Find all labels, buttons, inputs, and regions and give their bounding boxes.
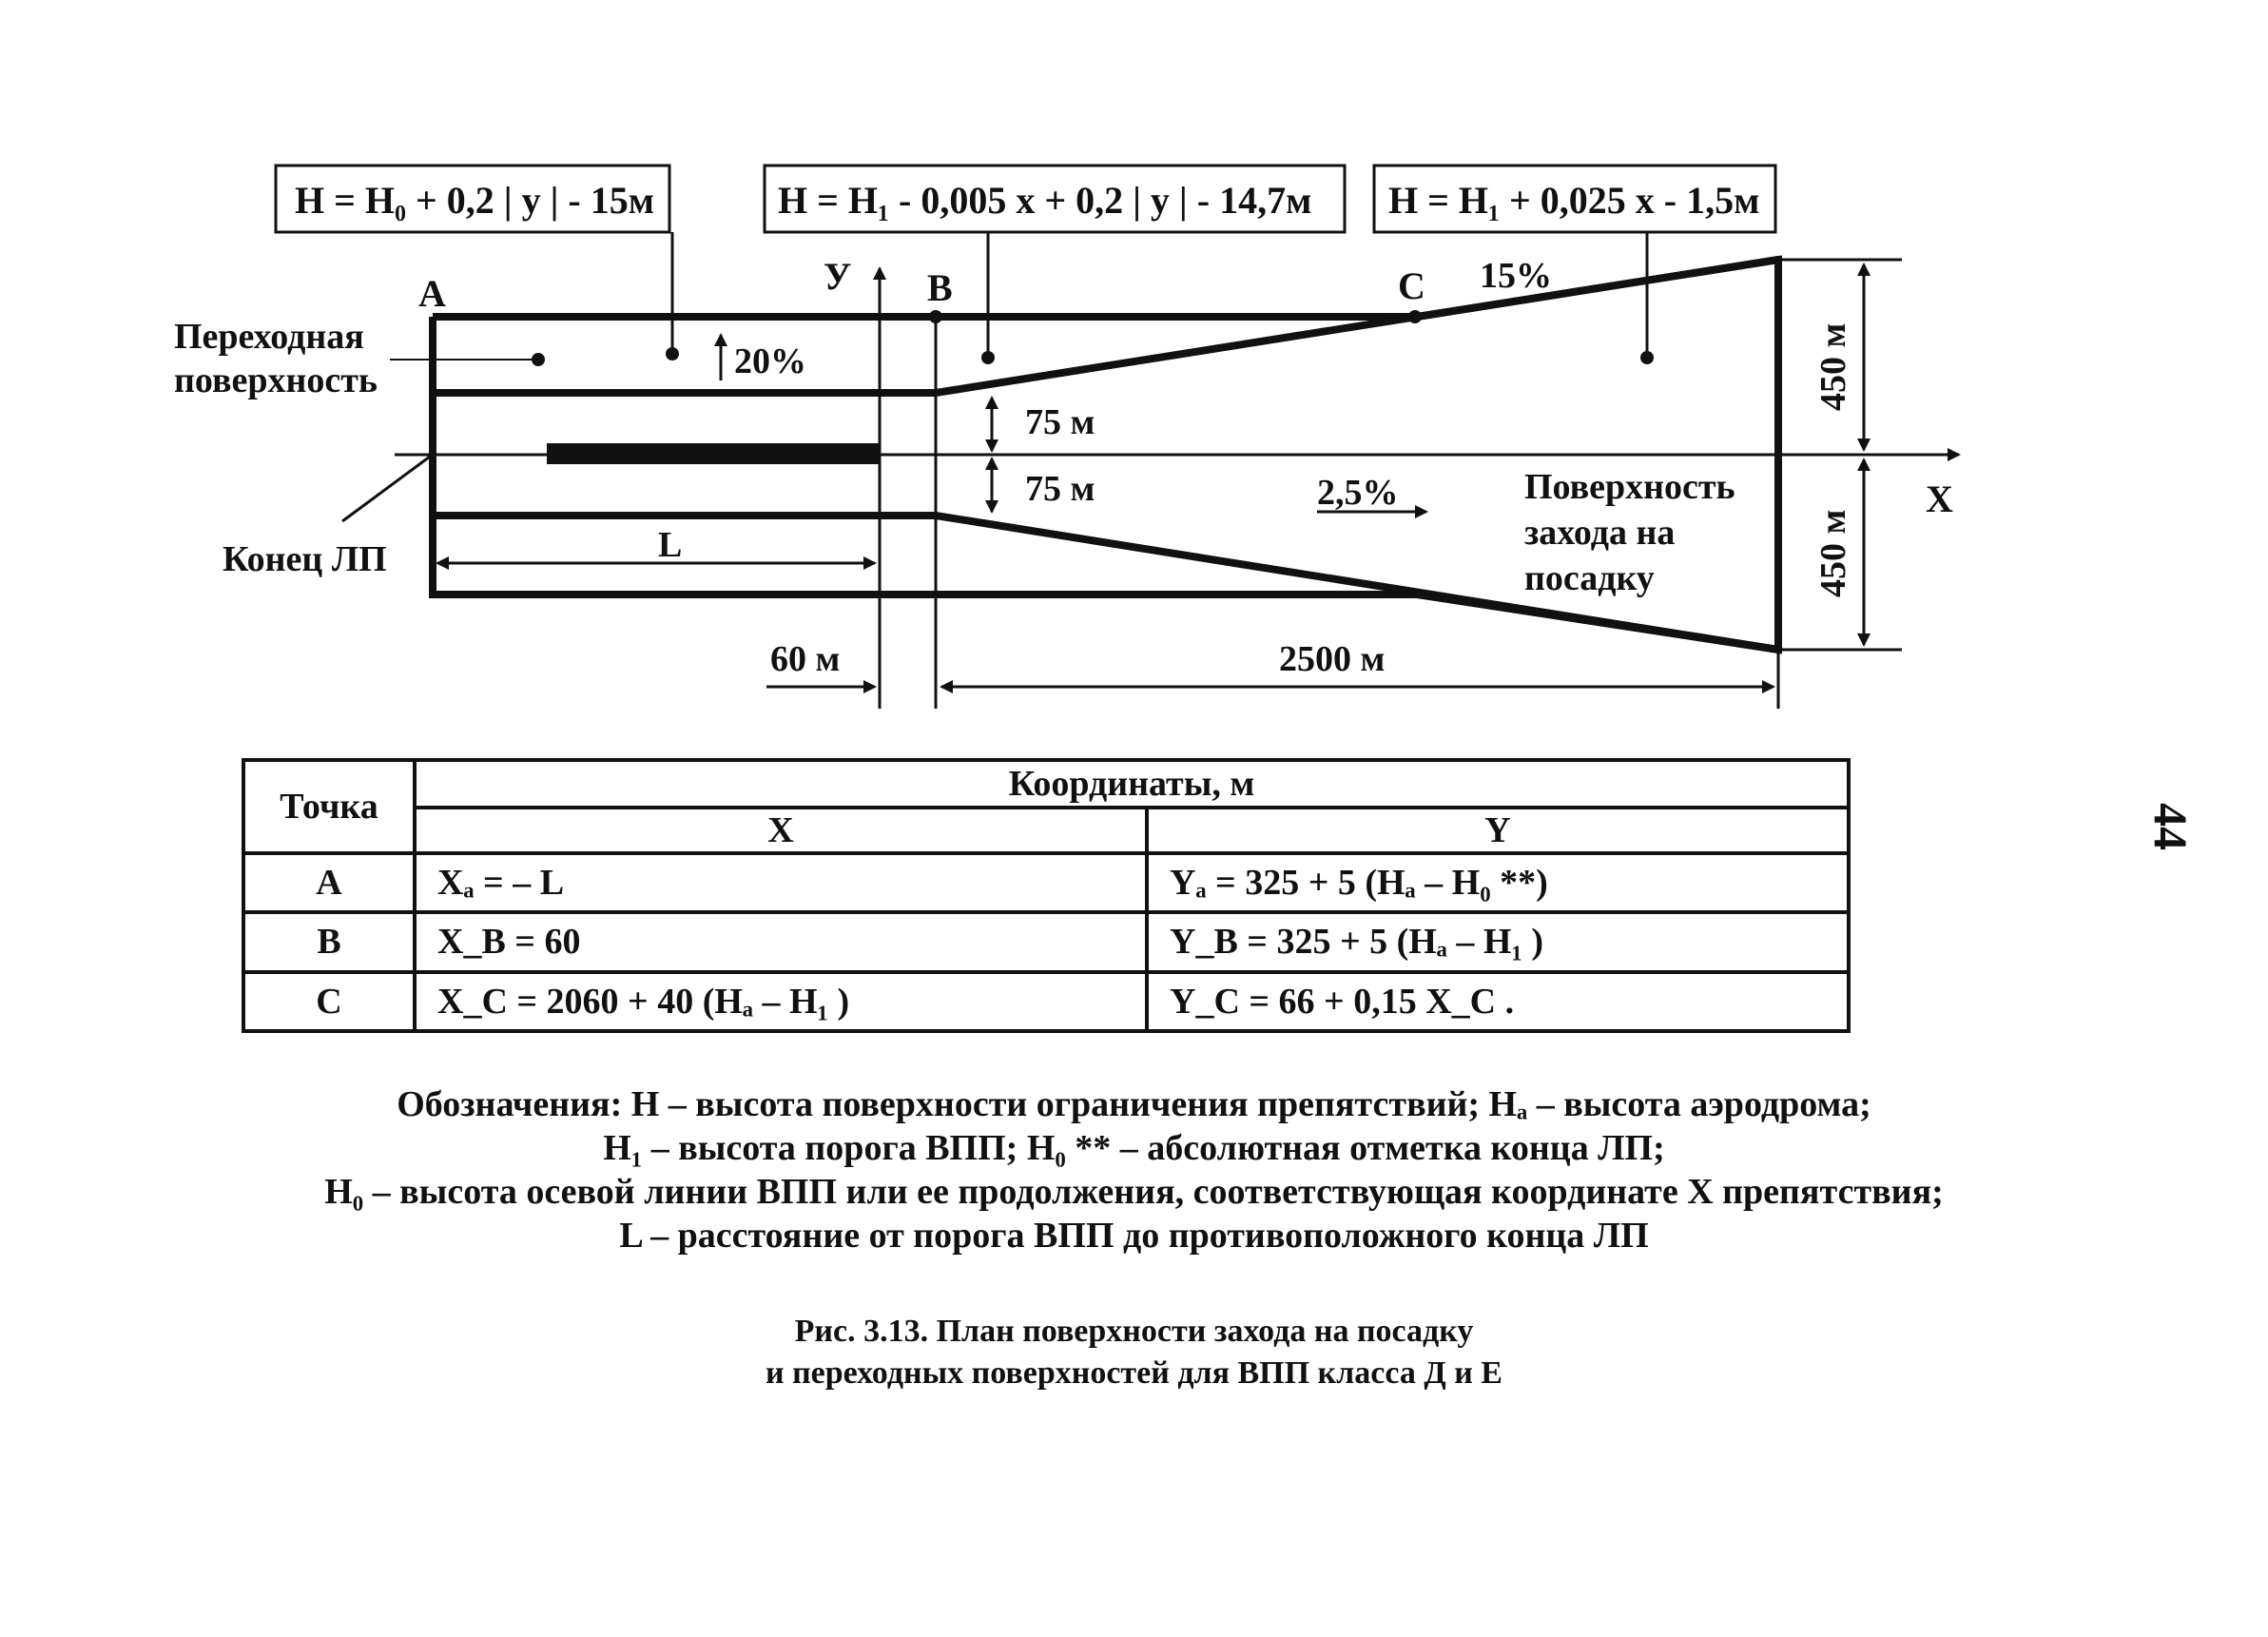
approach-label-3: посадку <box>1524 558 1655 598</box>
cell-point: B <box>243 912 415 971</box>
approach-label-1: Поверхность <box>1524 467 1735 507</box>
svg-text:H = H₀ + 0,2 | y | - 15м: H = H₀ + 0,2 | y | - 15м <box>295 179 654 222</box>
dot-approach <box>1640 351 1654 364</box>
point-b-label: B <box>927 266 953 309</box>
header-x: X <box>415 808 1147 853</box>
cell-y: Y_C = 66 + 0,15 X_C . <box>1147 972 1849 1031</box>
legend-line: H₁ – высота порога ВПП; H₀ ** – абсолютная отметка конца ЛП; <box>603 1128 1665 1168</box>
point-b-dot <box>929 310 942 323</box>
figure-caption <box>0 1311 2268 1394</box>
legend <box>0 1082 2268 1257</box>
dim-450-top-label: 450 м <box>1813 322 1853 411</box>
caption-line: и переходных поверхностей для ВПП класса Д и Е <box>766 1355 1502 1391</box>
slope-transition: 20% <box>734 341 806 381</box>
formula-approach <box>1374 166 1775 232</box>
runway-end-leader <box>342 457 430 521</box>
legend-line: L – расстояние от порога ВПП до противоположного конца ЛП <box>619 1216 1649 1256</box>
dim-450-bottom-label: 450 м <box>1813 509 1853 597</box>
dot-middle <box>981 351 995 364</box>
dim-75-top-label: 75 м <box>1025 402 1095 442</box>
dim-l-label: L <box>658 525 683 565</box>
table-row <box>243 972 1849 1031</box>
legend-line: H₀ – высота осевой линии ВПП или ее продолжения, соответствующая координате X препятствия; <box>324 1172 1944 1212</box>
slope-approach: 2,5% <box>1317 473 1399 513</box>
legend-line: Обозначения: H – высота поверхности ограничения препятствий; Hₐ – высота аэродрома; <box>397 1084 1871 1124</box>
formula-transition <box>276 166 669 232</box>
transition-label-1: Переходная <box>174 317 364 357</box>
cell-x: X_B = 60 <box>415 912 1147 971</box>
dim-2500-label: 2500 м <box>1279 639 1386 679</box>
header-y: Y <box>1147 808 1849 853</box>
runway-end-label: Конец ЛП <box>223 539 387 579</box>
point-a-label: A <box>418 272 446 315</box>
approach-label-2: захода на <box>1524 513 1676 553</box>
cell-y: Y_B = 325 + 5 (Hₐ – H₁ ) <box>1147 912 1849 971</box>
coordinates-table <box>242 758 1851 1033</box>
cell-x: Xₐ = – L <box>415 853 1147 912</box>
page-number: 44 <box>2144 803 2198 850</box>
slope-approach-side: 15% <box>1480 256 1552 296</box>
header-point: Точка <box>243 760 415 853</box>
cell-y: Yₐ = 325 + 5 (Hₐ – H₀ **) <box>1147 853 1849 912</box>
x-axis-label: X <box>1926 477 1953 520</box>
dim-60-label: 60 м <box>770 639 841 679</box>
formula-middle <box>765 166 1345 232</box>
caption-line: Рис. 3.13. План поверхности захода на посадку <box>794 1314 1474 1349</box>
table-row <box>243 853 1849 912</box>
y-axis-label: У <box>824 255 852 298</box>
dot-transition <box>666 347 679 361</box>
table-row <box>243 912 1849 971</box>
svg-text:H = H₁ - 0,005 x + 0,2 | y | -: H = H₁ - 0,005 x + 0,2 | y | - 14,7м <box>778 179 1312 222</box>
dim-75-bottom-label: 75 м <box>1025 469 1095 509</box>
header-coords: Координаты, м <box>415 760 1849 808</box>
transition-label-2: поверхность <box>174 361 378 400</box>
approach-upper-edge <box>1417 260 1778 317</box>
approach-surface-plan <box>0 0 2268 723</box>
point-c-label: C <box>1398 264 1425 307</box>
point-c-dot <box>1408 310 1422 323</box>
svg-text:H = H₁ + 0,025 x - 1,5м: H = H₁ + 0,025 x - 1,5м <box>1388 179 1760 222</box>
cell-x: X_C = 2060 + 40 (Hₐ – H₁ ) <box>415 972 1147 1031</box>
cell-point: A <box>243 853 415 912</box>
approach-lower-edge <box>1417 594 1778 650</box>
cell-point: C <box>243 972 415 1031</box>
